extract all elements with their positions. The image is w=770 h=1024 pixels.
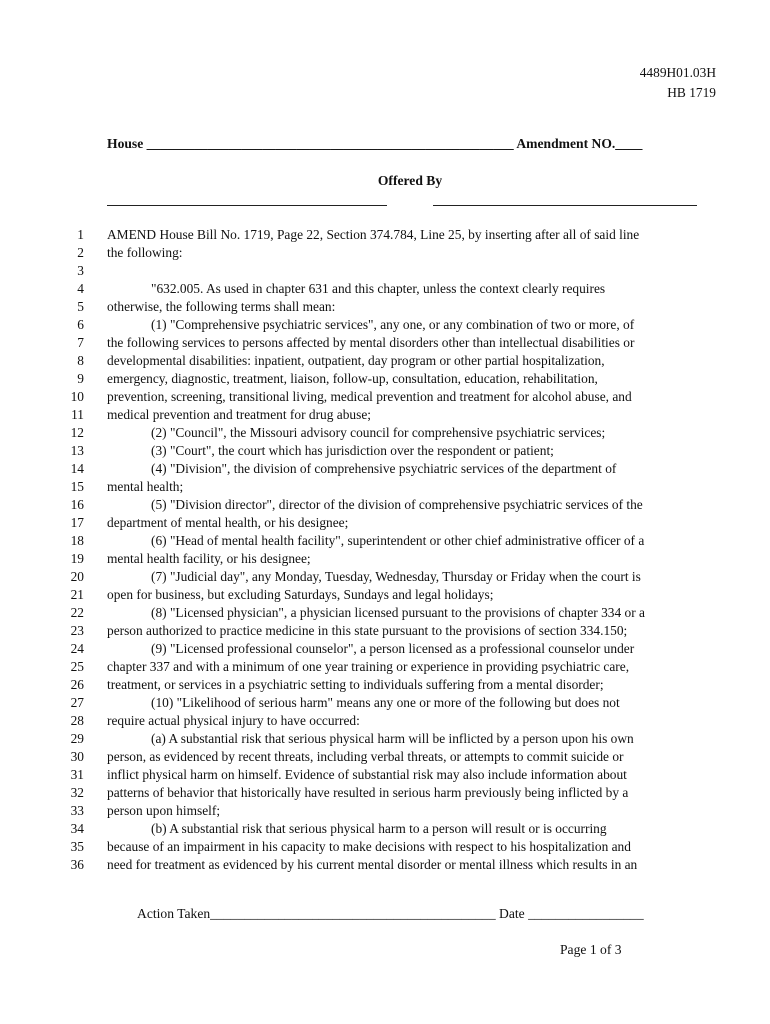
document-line: [0, 586, 770, 604]
line-text: person upon himself;: [107, 803, 221, 818]
document-line: [0, 352, 770, 370]
document-line: [0, 442, 770, 460]
line-number: 24: [70, 641, 84, 656]
line-number: 12: [70, 425, 84, 440]
line-text: open for business, but excluding Saturdays, Sundays and legal holidays;: [107, 587, 494, 602]
line-number: 3: [77, 263, 84, 278]
line-number: 11: [71, 407, 84, 422]
line-number: 21: [70, 587, 84, 602]
document-line: [0, 838, 770, 856]
document-line: [0, 262, 770, 280]
line-number: 27: [70, 695, 84, 710]
line-number: 20: [70, 569, 84, 584]
line-text: the following:: [107, 245, 183, 260]
line-text: "632.005. As used in chapter 631 and this chapter, unless the context clearly requires: [151, 281, 606, 296]
document-line: [0, 640, 770, 658]
document-line: [0, 658, 770, 676]
house-amendment-line: [107, 136, 715, 152]
document-line: [0, 460, 770, 478]
line-text: person, as evidenced by recent threats, including verbal threats, or attempts to commit suicide or: [107, 749, 624, 764]
line-number: 17: [70, 515, 84, 530]
line-number: 10: [70, 389, 84, 404]
line-text: (1) "Comprehensive psychiatric services", any one, or any combination of two or more, of: [151, 317, 635, 332]
document-line: [0, 820, 770, 838]
line-number: 29: [70, 731, 84, 746]
line-number: 23: [70, 623, 84, 638]
line-number: 7: [77, 335, 84, 350]
line-number: 31: [70, 767, 84, 782]
page-number: Page 1 of 3: [560, 942, 622, 957]
line-number: 19: [70, 551, 84, 566]
line-number: 15: [70, 479, 84, 494]
document-line: [0, 244, 770, 262]
document-line: [0, 550, 770, 568]
line-text: (3) "Court", the court which has jurisdiction over the respondent or patient;: [151, 443, 554, 458]
line-number: 34: [70, 821, 84, 836]
document-line: [0, 532, 770, 550]
line-text: (a) A substantial risk that serious physical harm will be inflicted by a person upon his own: [151, 731, 634, 746]
line-text: (2) "Council", the Missouri advisory council for comprehensive psychiatric services;: [151, 425, 606, 440]
line-number: 22: [70, 605, 84, 620]
line-text: (6) "Head of mental health facility", superintendent or other chief administrative officer of a: [151, 533, 645, 548]
document-line: [0, 766, 770, 784]
document-line: [0, 424, 770, 442]
document-line: [0, 622, 770, 640]
line-text: AMEND House Bill No. 1719, Page 22, Section 374.784, Line 25, by inserting after all of said line: [107, 227, 640, 242]
document-line: [0, 604, 770, 622]
line-number: 5: [77, 299, 84, 314]
line-number: 1: [77, 227, 84, 242]
line-text: (5) "Division director", director of the division of comprehensive psychiatric services of the: [151, 497, 643, 512]
document-line: [0, 694, 770, 712]
line-text: the following services to persons affected by mental disorders other than intellectual disabilities or: [107, 335, 635, 350]
line-number: 16: [70, 497, 84, 512]
document-line: [0, 298, 770, 316]
document-line: [0, 568, 770, 586]
line-text: chapter 337 and with a minimum of one year training or experience in providing psychiatric care,: [107, 659, 630, 674]
line-number: 32: [70, 785, 84, 800]
document-line: [0, 784, 770, 802]
line-number: 2: [77, 245, 84, 260]
line-number: 13: [70, 443, 84, 458]
line-number: 26: [70, 677, 84, 692]
doc-code: 4489H01.03H: [639, 65, 716, 80]
document-line: [0, 496, 770, 514]
line-text: because of an impairment in his capacity to make decisions with respect to his hospitalization and: [107, 839, 631, 854]
line-text: person authorized to practice medicine in this state pursuant to the provisions of section 334.150;: [107, 623, 628, 638]
line-number: 25: [70, 659, 84, 674]
house-underline: ______________________________________________________: [146, 136, 514, 151]
line-text: inflict physical harm on himself. Evidence of substantial risk may also include information about: [107, 767, 627, 782]
line-number: 33: [70, 803, 84, 818]
line-text: (7) "Judicial day", any Monday, Tuesday, Wednesday, Thursday or Friday when the court is: [151, 569, 641, 584]
line-number: 35: [70, 839, 84, 854]
house-label: House: [107, 136, 144, 151]
document-line: [0, 280, 770, 298]
document-line: [0, 802, 770, 820]
line-text: mental health;: [107, 479, 184, 494]
line-text: require actual physical injury to have occurred:: [107, 713, 360, 728]
line-text: (10) "Likelihood of serious harm" means any one or more of the following but does not: [151, 695, 620, 710]
document-line: [0, 712, 770, 730]
line-number: 36: [70, 857, 84, 872]
line-number: 8: [77, 353, 84, 368]
amendment-label: Amendment NO.____: [516, 136, 643, 151]
line-text: emergency, diagnostic, treatment, liaison, follow-up, consultation, education, rehabilitation,: [107, 371, 598, 386]
document-line: [0, 748, 770, 766]
line-text: mental health facility, or his designee;: [107, 551, 311, 566]
document-line: [0, 514, 770, 532]
line-text: need for treatment as evidenced by his current mental disorder or mental illness which results in an: [107, 857, 638, 872]
line-number: 9: [77, 371, 84, 386]
document-line: [0, 478, 770, 496]
line-text: medical prevention and treatment for drug abuse;: [107, 407, 371, 422]
document-line: [0, 676, 770, 694]
document-line: [0, 406, 770, 424]
document-line: [0, 316, 770, 334]
document-line: [0, 388, 770, 406]
document-line: [0, 226, 770, 244]
document-line: [0, 370, 770, 388]
signature-line-right: [433, 205, 697, 206]
line-text: (b) A substantial risk that serious physical harm to a person will result or is occurring: [151, 821, 607, 836]
line-text: developmental disabilities: inpatient, outpatient, day program or other partial hospitalization,: [107, 353, 605, 368]
line-number: 30: [70, 749, 84, 764]
line-number: 18: [70, 533, 84, 548]
line-text: prevention, screening, transitional living, medical prevention and treatment for alcohol abuse, and: [107, 389, 632, 404]
line-text: (8) "Licensed physician", a physician licensed pursuant to the provisions of chapter 334 or a: [151, 605, 645, 620]
line-number: 4: [77, 281, 84, 296]
signature-line-left: [107, 205, 387, 206]
document-line: [0, 730, 770, 748]
line-text: patterns of behavior that historically have resulted in serious harm previously being inflicted by a: [107, 785, 629, 800]
document-line: [0, 856, 770, 874]
line-text: treatment, or services in a psychiatric setting to individuals suffering from a mental disorder;: [107, 677, 604, 692]
line-number: 28: [70, 713, 84, 728]
amendment-body: [0, 226, 770, 874]
bill-number: HB 1719: [667, 85, 716, 100]
action-taken-line: Action Taken__________________________________________ Date _________________: [137, 906, 644, 921]
line-number: 14: [70, 461, 84, 476]
document-line: [0, 334, 770, 352]
line-text: (9) "Licensed professional counselor", a person licensed as a professional counselor under: [151, 641, 635, 656]
line-text: otherwise, the following terms shall mean:: [107, 299, 336, 314]
line-text: department of mental health, or his designee;: [107, 515, 349, 530]
line-text: (4) "Division", the division of comprehensive psychiatric services of the department of: [151, 461, 617, 476]
offered-by-label: Offered By: [377, 173, 443, 188]
line-number: 6: [77, 317, 84, 332]
